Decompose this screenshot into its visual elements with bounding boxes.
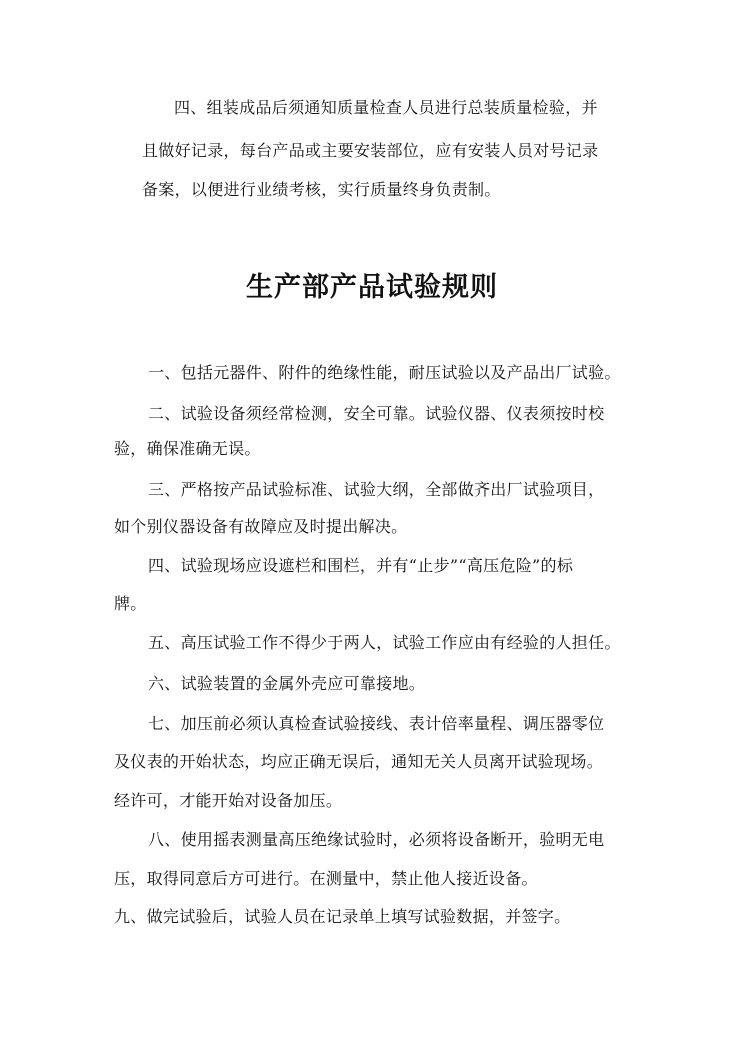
rule-line-11: 及仪表的开始状态，均应正确无误后，通知无关人员离开试验现场。 bbox=[114, 752, 604, 771]
intro-line-3: 备案，以便进行业绩考核，实行质量终身负责制。 bbox=[142, 180, 501, 199]
rule-line-2: 二、试验设备须经常检测，安全可靠。试验仪器、仪表须按时校 bbox=[148, 404, 605, 423]
rule-line-14: 压，取得同意后方可进行。在测量中，禁止他人接近设备。 bbox=[114, 869, 538, 888]
rule-line-1: 一、包括元器件、附件的绝缘性能，耐压试验以及产品出厂试验。 bbox=[148, 363, 621, 382]
rule-line-9: 六、试验装置的金属外壳应可靠接地。 bbox=[148, 674, 426, 693]
rule-line-7: 牌。 bbox=[114, 594, 147, 613]
rule-line-12: 经许可，才能开始对设备加压。 bbox=[114, 791, 343, 810]
rule-line-10: 七、加压前必须认真检查试验接线、表计倍率量程、调压器零位 bbox=[148, 714, 605, 733]
intro-line-2: 且做好记录，每台产品或主要安装部位，应有安装人员对号记录 bbox=[142, 141, 599, 160]
intro-line-1: 四、组装成品后须通知质量检查人员进行总装质量检验，并 bbox=[174, 98, 598, 117]
rule-line-6: 四、试验现场应设遮栏和围栏，并有“止步”“高压危险”的标 bbox=[148, 556, 574, 575]
rule-line-13: 八、使用摇表测量高压绝缘试验时，必须将设备断开，验明无电 bbox=[148, 830, 605, 849]
page-title: 生产部产品试验规则 bbox=[246, 272, 498, 303]
rule-line-8: 五、高压试验工作不得少于两人，试验工作应由有经验的人担任。 bbox=[148, 633, 621, 652]
rule-line-15: 九、做完试验后，试验人员在记录单上填写试验数据，并签字。 bbox=[114, 907, 571, 926]
rule-line-4: 三、严格按产品试验标准、试验大纲，全部做齐出厂试验项目， bbox=[148, 480, 605, 499]
rule-line-3: 验，确保准确无误。 bbox=[114, 439, 261, 458]
rule-line-5: 如个别仪器设备有故障应及时提出解决。 bbox=[114, 517, 408, 536]
